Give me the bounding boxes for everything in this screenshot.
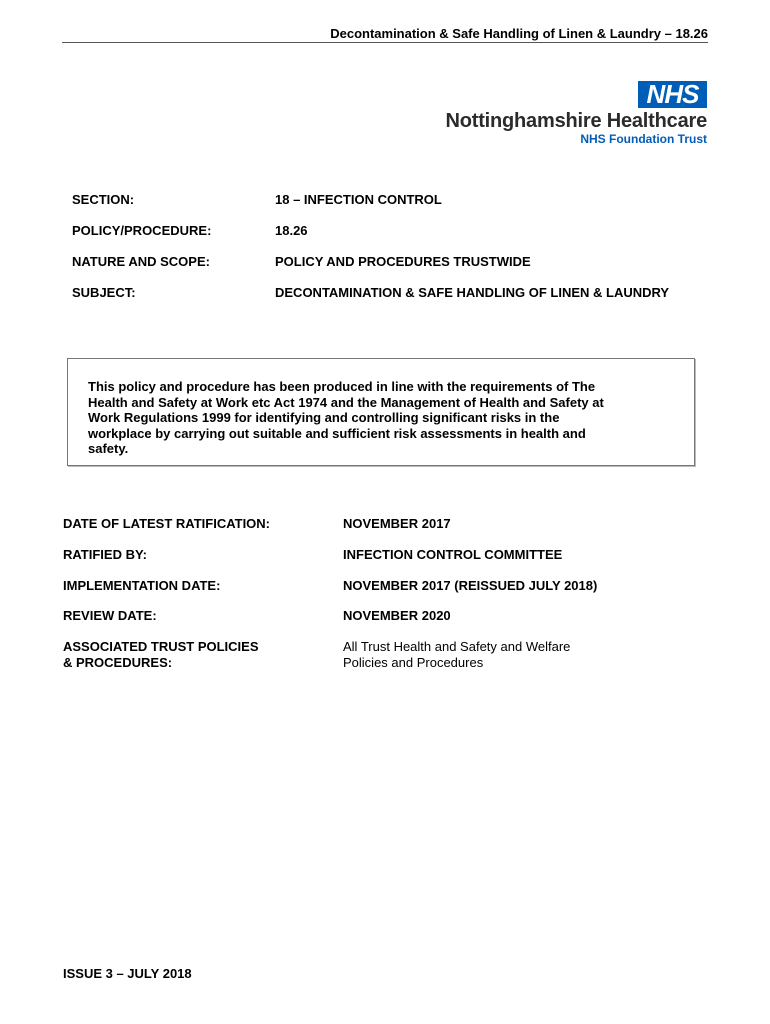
meta-value: 18.26 xyxy=(275,223,308,238)
info-value: NOVEMBER 2017 (REISSUED JULY 2018) xyxy=(343,578,598,593)
compliance-notice-text xyxy=(88,379,668,457)
info-value: NOVEMBER 2017 xyxy=(343,516,451,531)
meta-label: POLICY/PROCEDURE: xyxy=(72,223,212,238)
issue-footer: ISSUE 3 – JULY 2018 xyxy=(63,966,192,981)
compliance-notice-box xyxy=(67,358,695,466)
info-value-line: All Trust Health and Safety and Welfare xyxy=(343,639,571,654)
info-value: NOVEMBER 2020 xyxy=(343,608,451,623)
info-label-line: & PROCEDURES: xyxy=(63,655,173,670)
meta-label: SUBJECT: xyxy=(72,285,136,300)
info-value-line: Policies and Procedures xyxy=(343,655,484,670)
nhs-badge-text: NHS xyxy=(646,79,699,109)
notice-line: Work Regulations 1999 for identifying and controlling significant risks in the xyxy=(88,410,560,426)
org-name: Nottinghamshire Healthcare xyxy=(445,110,707,132)
info-label: IMPLEMENTATION DATE: xyxy=(63,578,221,593)
info-label xyxy=(63,639,259,671)
nhs-logo-icon xyxy=(638,81,707,108)
meta-value: POLICY AND PROCEDURES TRUSTWIDE xyxy=(275,254,531,269)
info-value: INFECTION CONTROL COMMITTEE xyxy=(343,547,563,562)
info-label: RATIFIED BY: xyxy=(63,547,148,562)
header-divider xyxy=(62,42,708,43)
meta-label: NATURE AND SCOPE: xyxy=(72,254,210,269)
document-header-title: Decontamination & Safe Handling of Linen & Laundry – 18.26 xyxy=(330,26,708,41)
info-label: REVIEW DATE: xyxy=(63,608,157,623)
info-value xyxy=(343,639,570,671)
meta-label: SECTION: xyxy=(72,192,135,207)
notice-line: safety. xyxy=(88,441,129,457)
info-label: DATE OF LATEST RATIFICATION: xyxy=(63,516,271,531)
notice-line: workplace by carrying out suitable and sufficient risk assessments in health and xyxy=(88,425,586,441)
org-subtitle: NHS Foundation Trust xyxy=(580,132,707,146)
meta-value: DECONTAMINATION & SAFE HANDLING OF LINEN & LAUNDRY xyxy=(275,285,670,300)
notice-line: Health and Safety at Work etc Act 1974 and the Management of Health and Safety at xyxy=(88,394,604,410)
notice-line: This policy and procedure has been produced in line with the requirements of The xyxy=(88,379,596,394)
info-label-line: ASSOCIATED TRUST POLICIES xyxy=(63,639,259,654)
meta-value: 18 – INFECTION CONTROL xyxy=(275,192,442,207)
